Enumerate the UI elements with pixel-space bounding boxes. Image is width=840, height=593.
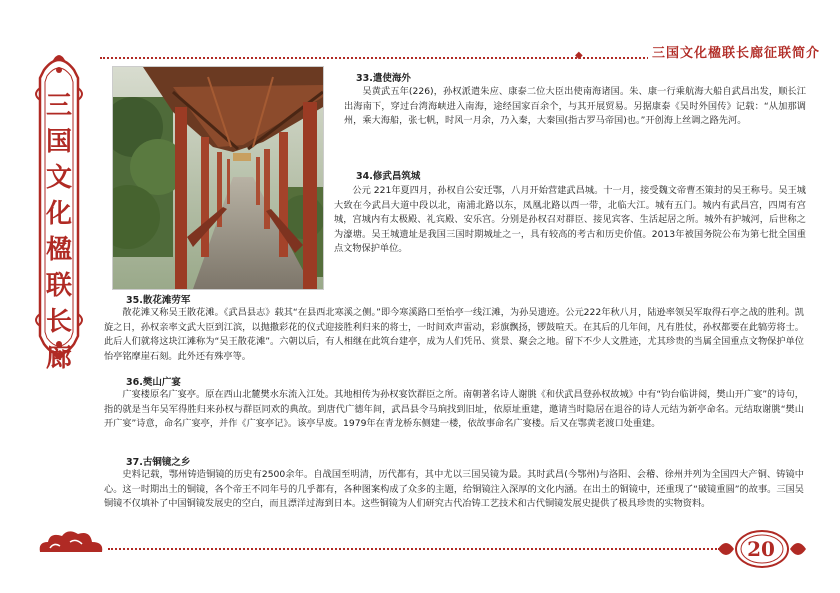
banner-char: 联 [45, 271, 72, 301]
vertical-title-banner [30, 48, 88, 373]
page-header-title: 三国文化楹联长廊征联简介 [648, 42, 820, 61]
banner-char: 廊 [45, 343, 72, 373]
auspicious-cloud-icon [36, 528, 108, 558]
banner-char: 国 [45, 127, 72, 157]
section-body: 散花滩又称吴王散花滩。《武昌县志》载其“在县西北寒溪之侧。”即今寒溪路口至怡亭一线江滩，为孙吴遗迹。公元222年秋八月，陆逊率领吴军取得石亭之战的胜利。凯旋之日，孙权亲率文武大臣到江滨，以抛撒彩花的仪式迎接胜利归来的将士，一时间欢声雷动，彩旗飘扬，锣鼓喧天。在其后的几年间，凡有胜仗，孙权都要在此犒劳将士。此后人们就将这块江滩称为“吴王散花滩”。六朝以后，有人相继在此筑台建亭，成为人们凭吊、赏景、聚会之地。留下不少人文胜迹，尤其珍贵的当属全国重点文物保护单位怡亭铭摩崖石刻。此外还有殊亭等。 [104, 307, 804, 362]
header-diamond-ornament: ◆ [575, 50, 583, 61]
banner-char: 楹 [45, 235, 72, 265]
corridor-photo [112, 66, 324, 290]
banner-char: 文 [45, 163, 72, 193]
section-title: 34.修武昌筑城 [356, 171, 421, 182]
section-title: 33.遣使海外 [356, 73, 411, 84]
page-number-badge [712, 527, 812, 571]
page-number: 20 [747, 537, 775, 561]
section-body: 广宴楼原名广宴亭。原在西山北麓樊水东流入江处。其地相传为孙权宴饮群臣之所。南朝著名诗人谢朓《和伏武昌登孙权故城》中有“钧台临讲阅，樊山开广宴”的诗句，指的就是当年吴军得胜归来孙权与群臣同欢的典故。到唐代广德年间，武昌县令马珦找到旧址，依原址重建，邀请当时隐居在退谷的诗人元结为新亭命名。元结取谢朓“樊山开广宴”诗意，命名广宴亭，并作《广宴亭记》。该亭早废。1979年在青龙桥东侧建一楼，依故事命名广宴楼。后又在鄂黄老渡口处重建。 [104, 389, 804, 430]
banner-char: 三 [45, 91, 72, 121]
banner-characters [30, 88, 88, 376]
section-body: 吴黄武五年(226)，孙权派遣朱应、康泰二位大臣出使南海诸国。朱、康一行乘航海大船自武昌出发，顺长江出海南下，穿过台湾海峡进入南海，途经国家百余个，与其开展贸易。另据康泰《吴时外国传》记载：“从加那调州，乘大海船，张七帆，时风一月余，乃入秦，大秦国(指古罗马帝国)也。”开创海上丝调之路先河。 [344, 86, 806, 127]
section-body: 史料记载，鄂州铸造铜镜的历史有2500余年。自战国至明清，历代都有，其中尤以三国吴镜为最。其时武昌(今鄂州)与洛阳、会稽、徐州并列为全国四大产铜、铸镜中心。这一时期出土的铜镜，各个帝王不同年号的几乎都有，各种图案构成了众多的主题，给铜镜注入深厚的文化内涵。在出土的铜镜中，还重现了“破镜重圆”的故事。三国吴铜镜不仅填补了中国铜镜发展史的空白，而且漂洋过海到日本。这些铜镜为人们研究古代冶铸工艺技术和古代铜镜发展史提供了极具珍贵的实物资料。 [104, 469, 804, 510]
banner-char: 长 [45, 307, 72, 337]
section-title: 36.樊山广宴 [126, 377, 181, 388]
footer-divider [108, 548, 720, 550]
section-title: 35.散花滩劳军 [126, 295, 191, 306]
section-body: 公元 221年夏四月，孙权自公安迁鄂，八月开始营建武昌城。十一月，接受魏文帝曹丕策封的吴王称号。吴王城大致在今武昌大道中段以北，南浦北路以东，凤凰北路以西一带，北临大江。城有五门。城内有武昌宫，四周有宫城，宫城内有太极殿、礼宾殿、安乐宫。分别是孙权召对群臣、接见宾客、生活起居之所。城外有护城河，后世称之为濠塘。吴王城遗址是我国三国时期城址之一，具有较高的考古和历史价值。2013年被国务院公布为第七批全国重点文物保护单位。 [334, 185, 806, 255]
section-title: 37.古铜镜之乡 [126, 457, 191, 468]
banner-char: 化 [45, 199, 72, 229]
